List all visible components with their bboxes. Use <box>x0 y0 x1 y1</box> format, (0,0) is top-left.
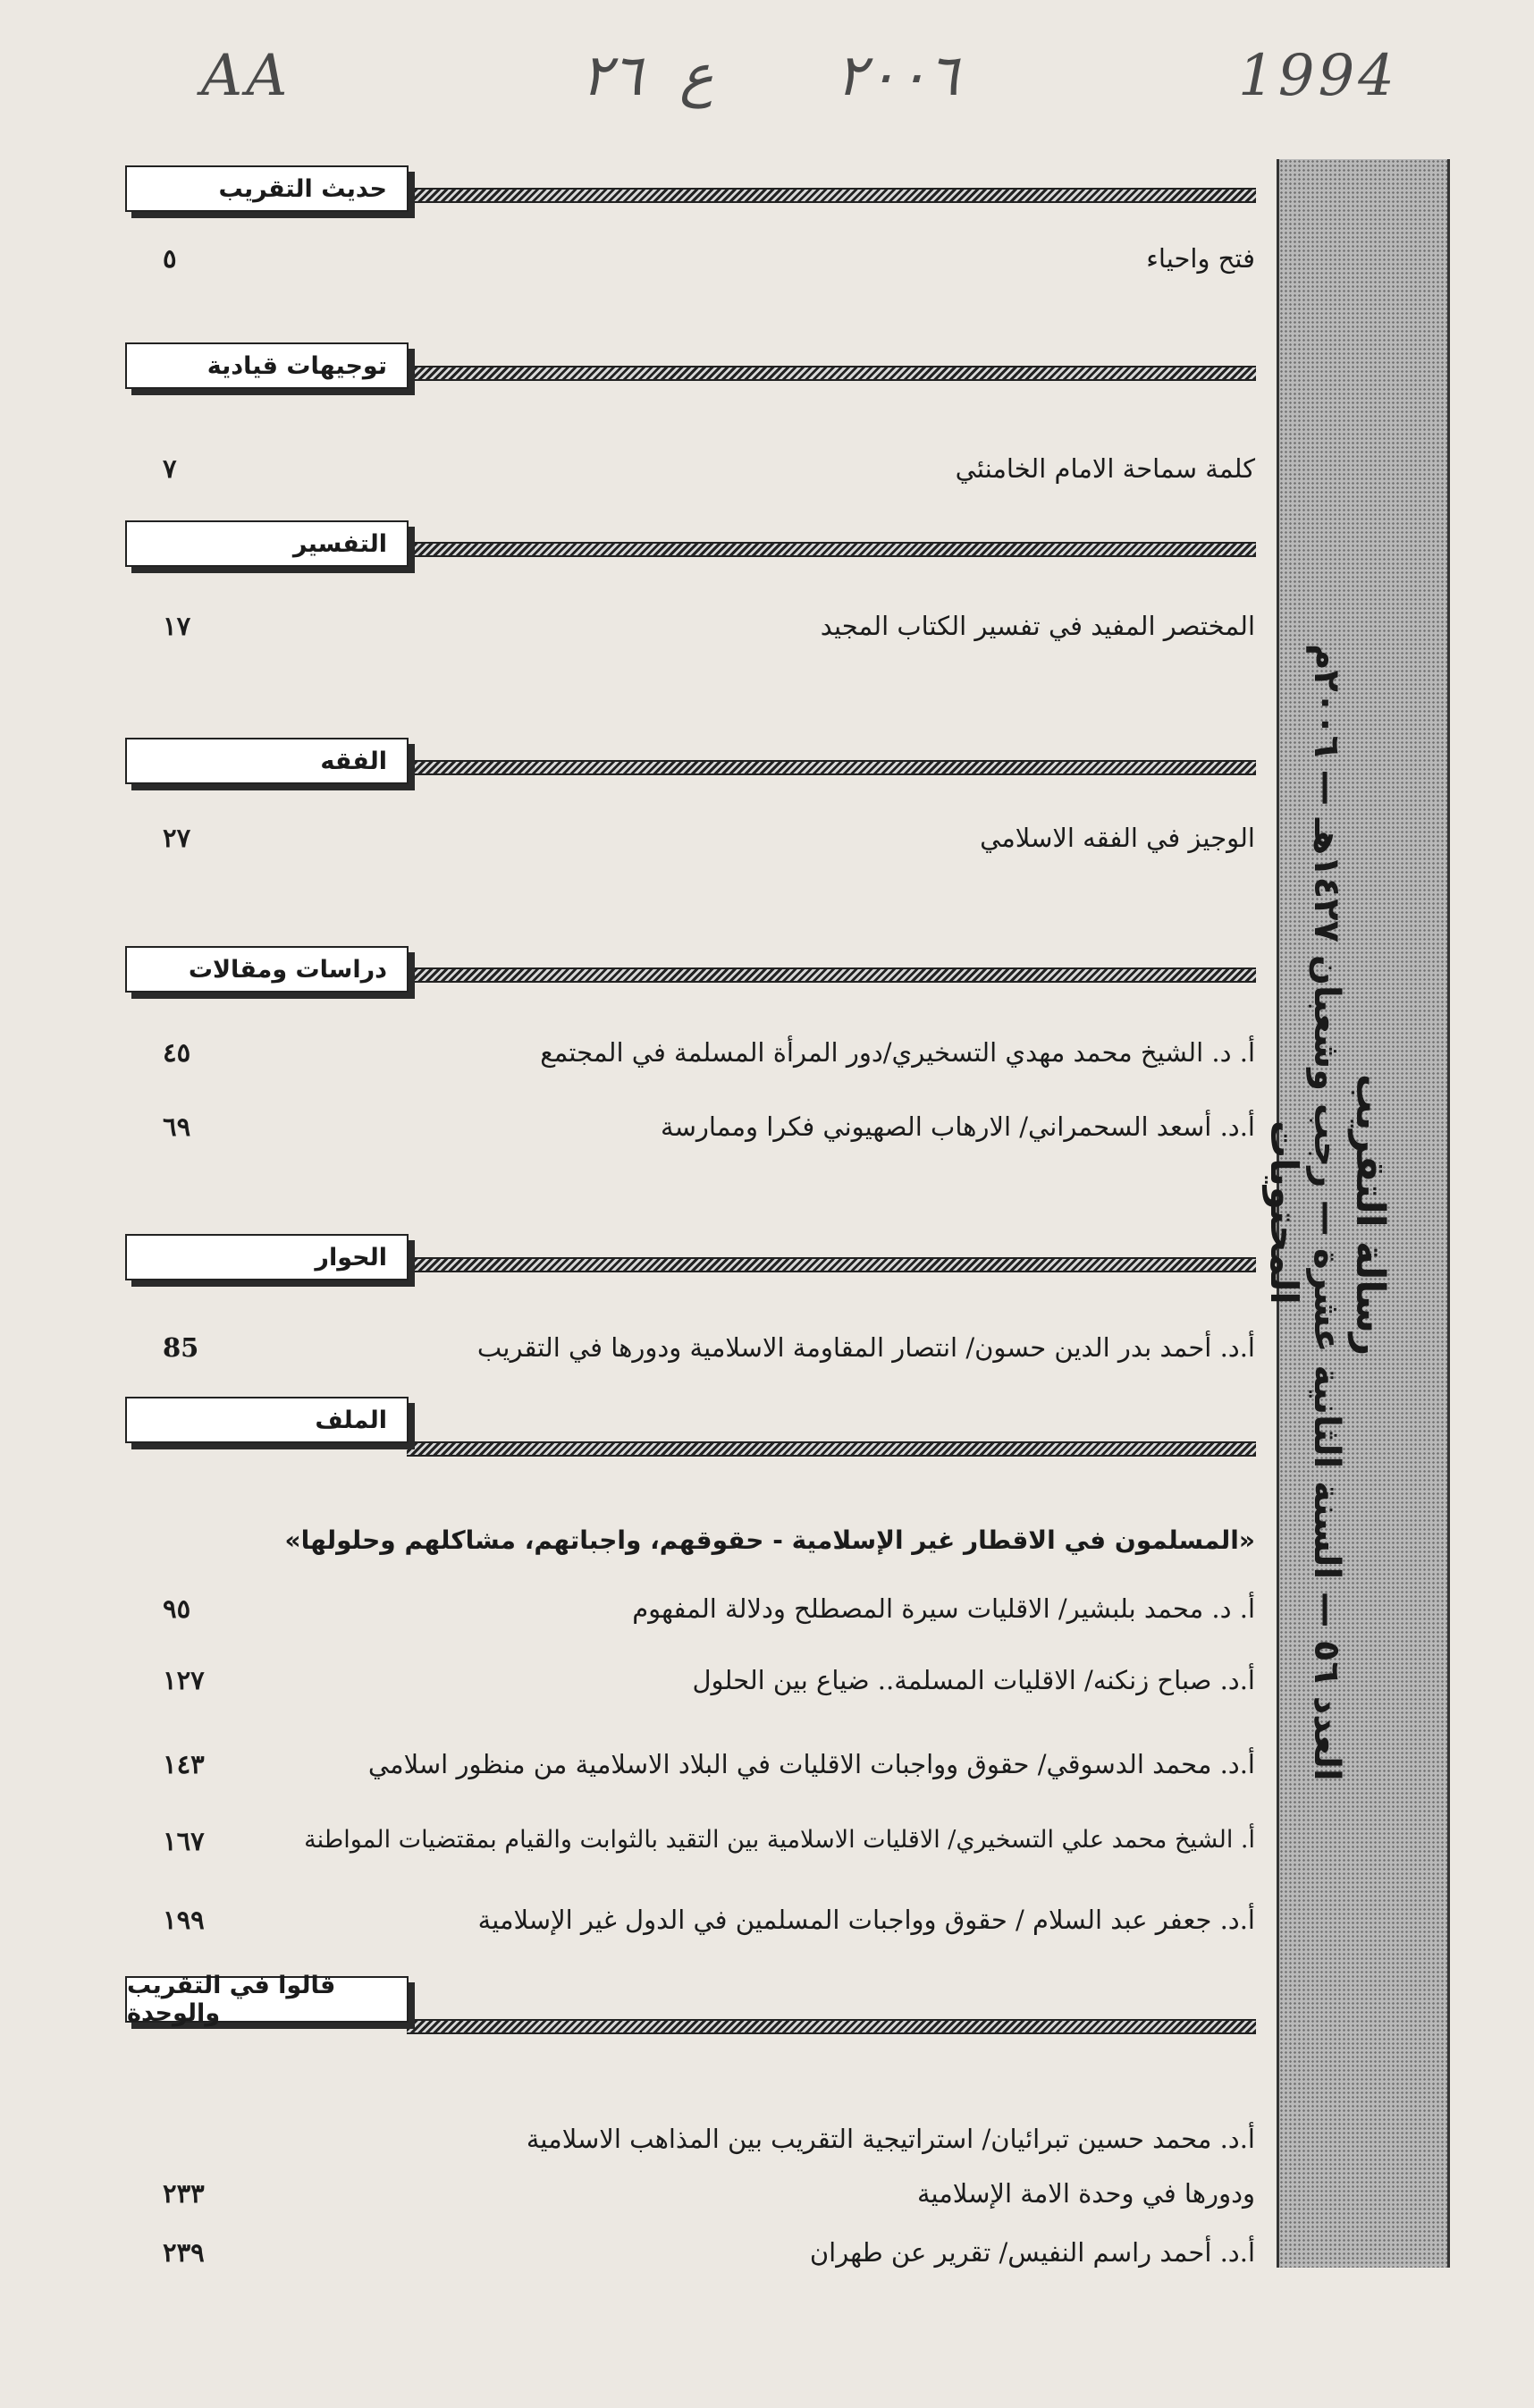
toc-entry[interactable] <box>152 2178 1255 2223</box>
toc-entry[interactable] <box>152 2237 1255 2282</box>
section-divider <box>407 1257 1256 1272</box>
entry-title: أ.د. جعفر عبد السلام / حقوق وواجبات المسلمين في الدول غير الإسلامية <box>477 1905 1255 1935</box>
toc-entry[interactable] <box>152 453 1255 498</box>
entry-page-number: ٥ <box>163 243 177 274</box>
entry-page-number: ٩٥ <box>163 1593 191 1624</box>
entry-title: أ.د. أسعد السحمراني/ الارهاب الصهيوني فكرا وممارسة <box>661 1111 1255 1142</box>
entry-title: كلمة سماحة الامام الخامنئي <box>955 453 1255 484</box>
dossier-title: «المسلمون في الاقطار غير الإسلامية - حقوقهم، واجباتهم، مشاكلهم وحلولها» <box>284 1525 1255 1555</box>
entry-page-number: ٦٩ <box>163 1111 191 1142</box>
section-divider <box>407 2019 1256 2034</box>
section-label: الفقه <box>125 738 409 784</box>
entry-title: الوجيز في الفقه الاسلامي <box>980 823 1255 853</box>
toc-entry[interactable] <box>152 611 1255 655</box>
entry-title: أ.د. صباح زنكنه/ الاقليات المسلمة.. ضياع بين الحلول <box>692 1665 1255 1695</box>
section-label: حديث التقريب <box>125 165 409 212</box>
entry-page-number: ٢٣٩ <box>163 2237 205 2268</box>
section-divider <box>407 1441 1256 1457</box>
toc-entry[interactable] <box>152 1332 1255 1377</box>
toc-entry[interactable] <box>152 1111 1255 1156</box>
toc-entry[interactable] <box>152 1749 1255 1794</box>
section-divider <box>407 760 1256 775</box>
section-divider <box>407 366 1256 381</box>
entry-title: أ.د. أحمد بدر الدين حسون/ انتصار المقاومة الاسلامية ودورها في التقريب <box>476 1332 1255 1363</box>
toc-entry[interactable] <box>152 1826 1255 1871</box>
entry-title: فتح واحياء <box>1146 243 1255 274</box>
section-label: الملف <box>125 1397 409 1443</box>
section-divider <box>407 542 1256 557</box>
section-label: التفسير <box>125 520 409 567</box>
entry-title: أ.د. محمد الدسوقي/ حقوق وواجبات الاقليات في البلاد الاسلامية من منظور اسلامي <box>367 1749 1255 1779</box>
toc-entry[interactable] <box>152 1037 1255 1082</box>
issue-info: العدد ٥٦ — السنة الثانية عشرة — رجب وشعبان ١٤٢٧هـ — ٢٠٠٦م <box>1306 644 1347 1781</box>
entry-page-number: ١٩٩ <box>163 1905 205 1935</box>
entry-title: أ.د. محمد حسين تبرائيان/ استراتيجية التقريب بين المذاهب الاسلامية <box>526 2124 1255 2154</box>
handwritten-note-year: ٢٠٠٦ <box>836 43 959 109</box>
entry-page-number: ١٦٧ <box>163 1826 205 1856</box>
toc-entry[interactable] <box>152 1905 1255 1949</box>
entry-title: أ. د. محمد بلبشير/ الاقليات سيرة المصطلح ودلالة المفهوم <box>632 1593 1255 1624</box>
entry-title: أ. د. الشيخ محمد مهدي التسخيري/دور المرأة المسلمة في المجتمع <box>540 1037 1255 1068</box>
entry-title: أ.د. أحمد راسم النفيس/ تقرير عن طهران <box>809 2237 1255 2268</box>
entry-page-number: ٢٣٣ <box>163 2178 205 2209</box>
section-label: الحوار <box>125 1234 409 1280</box>
handwritten-note-middle-sep: ع <box>679 43 714 109</box>
entry-page-number: ١٢٧ <box>163 1665 205 1695</box>
section-divider <box>407 188 1256 203</box>
entry-page-number: ٤٥ <box>163 1037 191 1068</box>
handwritten-note-middle-num: ٢٦ <box>581 43 643 109</box>
entry-page-number: ٧ <box>163 453 177 484</box>
section-label: دراسات ومقالات <box>125 946 409 993</box>
entry-page-number: ٢٧ <box>163 823 191 853</box>
side-band-text <box>1262 161 1393 2264</box>
handwritten-note-right: 1994 <box>1238 43 1398 109</box>
magazine-title: رسالة التقريب <box>1347 1074 1393 1356</box>
entry-title: ودورها في وحدة الامة الإسلامية <box>916 2178 1255 2209</box>
handwritten-note-left: AA <box>201 43 291 109</box>
section-label: توجيهات قيادية <box>125 342 409 389</box>
toc-entry[interactable] <box>152 1665 1255 1710</box>
entry-title: المختصر المفيد في تفسير الكتاب المجيد <box>820 611 1255 641</box>
entry-page-number: 85 <box>163 1332 199 1363</box>
section-divider <box>407 967 1256 983</box>
entry-title: أ. الشيخ محمد علي التسخيري/ الاقليات الاسلامية بين التقيد بالثوابت والقيام بمقتضيات المواطنة <box>304 1826 1255 1854</box>
entry-page-number: ١٤٣ <box>163 1749 205 1779</box>
entry-page-number: ١٧ <box>163 611 191 641</box>
toc-entry[interactable] <box>152 2124 1255 2168</box>
toc-entry[interactable] <box>152 1593 1255 1638</box>
toc-entry[interactable] <box>152 243 1255 288</box>
toc-entry[interactable] <box>152 823 1255 867</box>
section-label: قالوا في التقريب والوحدة <box>125 1976 409 2023</box>
contents-heading: المحتويات <box>1262 1120 1306 1305</box>
